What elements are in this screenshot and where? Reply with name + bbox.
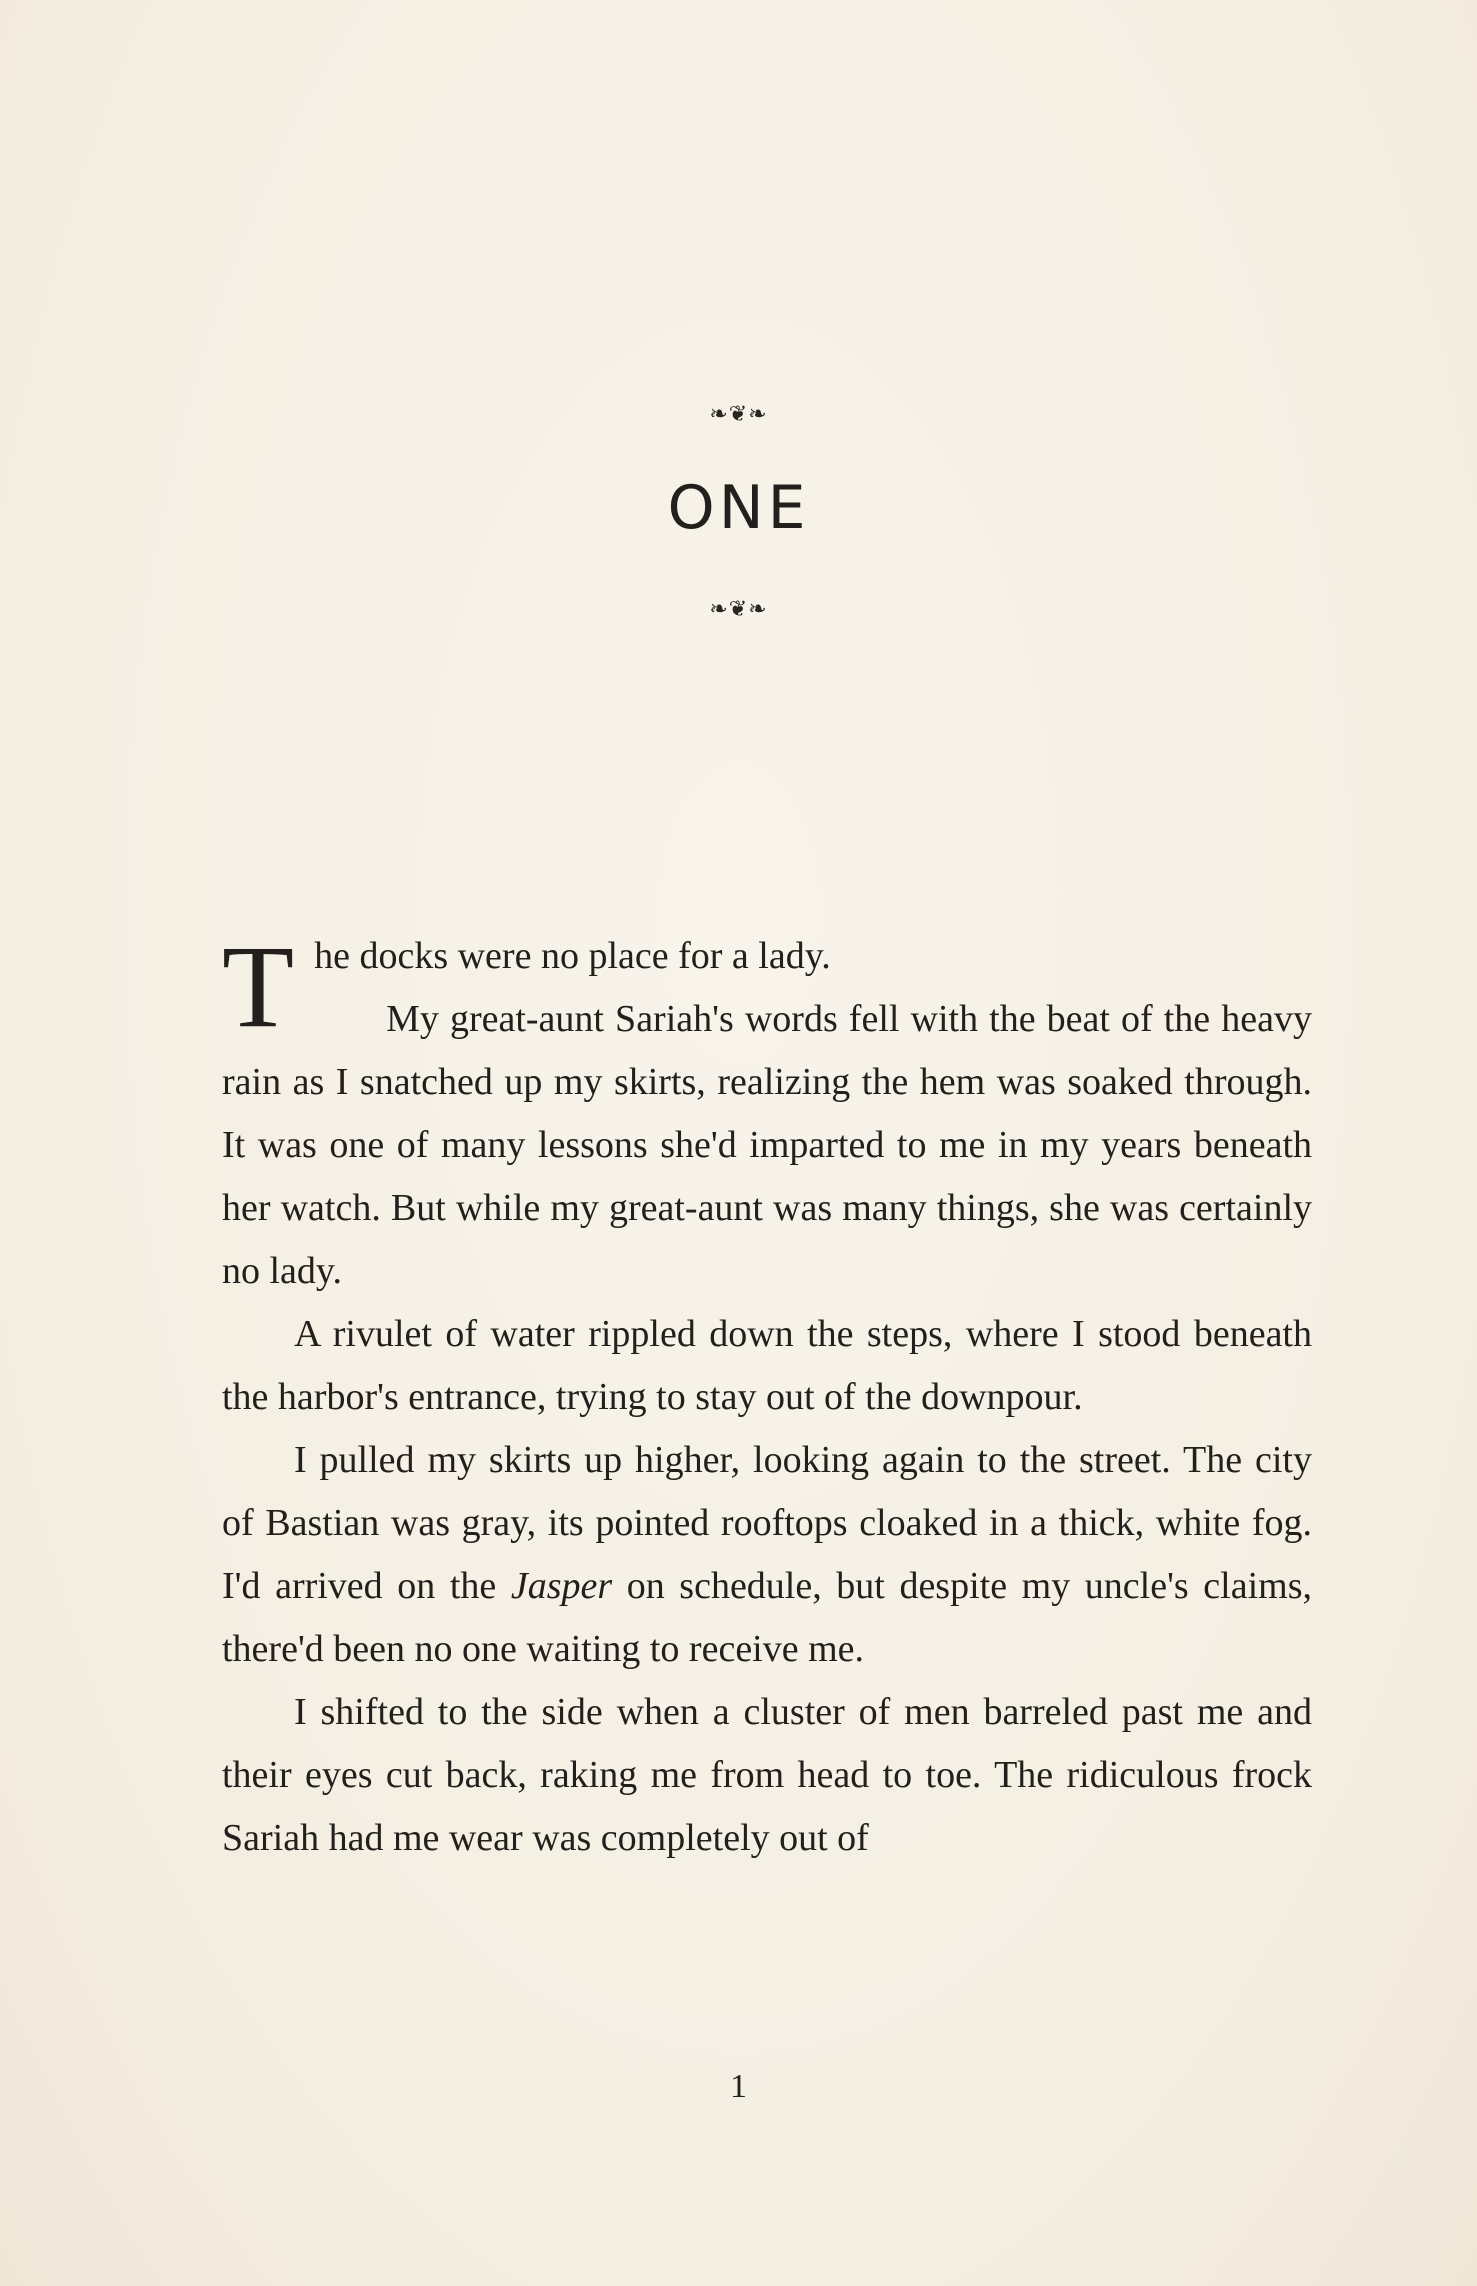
chapter-ornament-bottom: ❧❦❧ [709, 597, 768, 622]
paragraph-1-text: he docks were no place for a lady. [314, 935, 831, 977]
chapter-ornament-top: ❧❦❧ [709, 402, 768, 427]
chapter-title: ONE [667, 473, 810, 543]
chapter-text [222, 921, 1312, 1870]
paragraph-4-text-a: I pulled my skirts up higher, looking again to the street. The city of Bastian was gray, its pointed rooftops cloaked in a thick, white fog. I'd arrived on the [222, 1439, 1312, 1607]
paragraph-2: My great-aunt Sariah's words fell with the beat of the heavy rain as I snatched up my skirts, realizing the hem was soaked through. It was one of many lessons she'd imparted to me in my years beneath her watch. But while my great-aunt was many things, she was certainly no lady. [222, 998, 1312, 1292]
drop-cap: T [222, 921, 295, 1052]
paragraph-4 [222, 1429, 1312, 1681]
paragraph-5: I shifted to the side when a cluster of men barreled past me and their eyes cut back, raking me from head to toe. The ridiculous frock Sariah had me wear was completely out of [222, 1691, 1312, 1859]
ship-name: Jasper [510, 1565, 613, 1607]
paragraph-1 [222, 921, 1312, 1052]
page-number: 1 [730, 2068, 747, 2105]
paragraph-3: A rivulet of water rippled down the steps, where I stood beneath the harbor's entrance, trying to stay out of the downpour. [222, 1313, 1312, 1418]
paragraph-4-text-b: on schedule, but despite my uncle's claims, there'd been no one waiting to receive me. [222, 1565, 1312, 1670]
